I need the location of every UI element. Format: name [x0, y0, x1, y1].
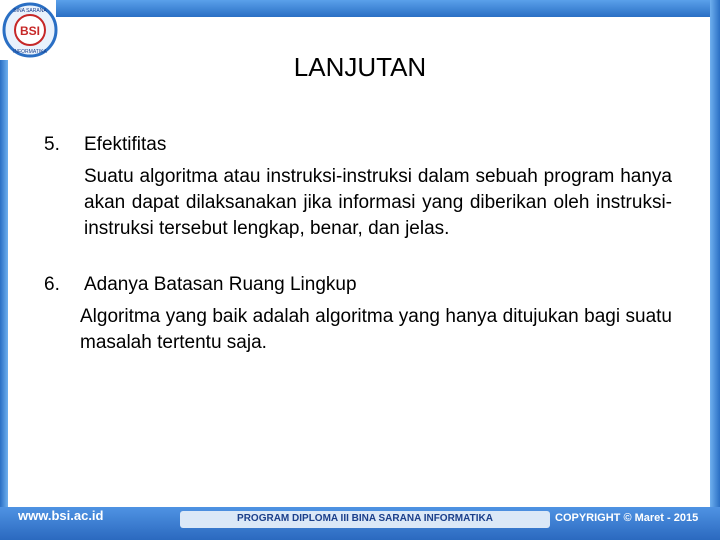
left-band	[0, 60, 8, 520]
logo-bottom-text: INFORMATIKA	[13, 49, 47, 55]
bsi-logo-icon	[2, 2, 58, 58]
logo-top-text: BINA SARANA	[13, 8, 47, 14]
list-item	[44, 132, 672, 158]
item-heading: Adanya Batasan Ruang Lingkup	[84, 274, 357, 295]
content-list	[44, 132, 672, 356]
top-band	[56, 0, 720, 17]
item-body: Algoritma yang baik adalah algoritma yang hanya ditujukan bagi suatu masalah tertentu saja.	[80, 306, 672, 353]
item-number: 5.	[44, 134, 60, 155]
footer-copyright: COPYRIGHT © Maret - 2015	[555, 512, 699, 524]
footer-url[interactable]: www.bsi.ac.id	[18, 508, 104, 523]
logo-center-text: BSI	[19, 24, 41, 38]
page-title: LANJUTAN	[293, 52, 427, 82]
item-number: 6.	[44, 274, 60, 295]
item-body: Suatu algoritma atau instruksi-instruksi dalam sebuah program hanya akan dapat dilaksanakan jika informasi yang diberikan oleh instruksi-instruksi tersebut lengkap, benar, dan jelas.	[84, 166, 672, 239]
footer-program: PROGRAM DIPLOMA III BINA SARANA INFORMATIKA	[237, 513, 493, 524]
item-heading: Efektifitas	[84, 134, 167, 155]
list-item	[44, 272, 672, 298]
